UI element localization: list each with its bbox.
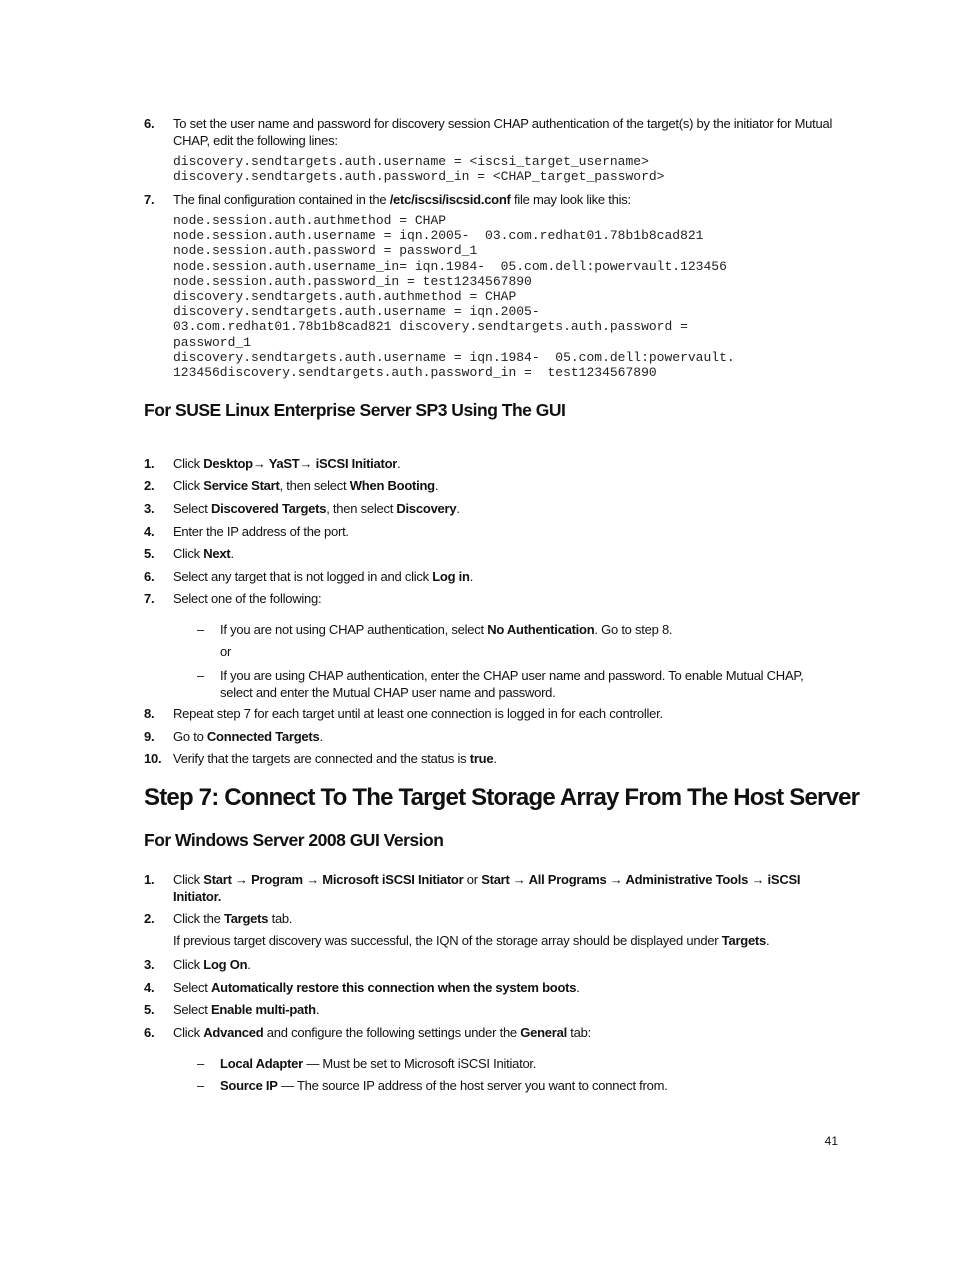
bold-term: No Authentication [487,622,595,637]
dash-bullet: – [197,1056,204,1071]
step-number: 7. [144,192,155,207]
dash-bullet: – [197,1078,204,1093]
text-run: . [319,729,323,744]
text-run: . [469,569,474,584]
step-text [173,191,835,208]
step-number: 7. [144,591,155,606]
step-text [173,500,835,517]
text-run: Click [173,546,204,561]
section-heading: For SUSE Linux Enterprise Server SP3 Using The GUI [144,400,566,420]
bold-term: Next [203,546,231,561]
bold-term: Automatically restore this connection when the system boots [211,980,577,995]
step-number: 6. [144,116,155,131]
step-number: 5. [144,1002,155,1017]
bold-term: true [469,751,494,766]
bold-term: Start → Program → Microsoft iSCSI Initiator [203,872,464,887]
text-run: Enter the IP address of the port. [173,524,349,539]
bold-term: Start → All Programs → Administrative Tools → iSCSI Initiator. [173,872,801,904]
bold-term: Advanced [203,1025,264,1040]
text-run: If you are using CHAP authentication, enter the CHAP user name and password. To enable Mutual CHAP, select and enter the Mutual CHAP user name and password. [220,668,804,700]
text-run: The final configuration contained in the [173,192,390,207]
step-number: 1. [144,872,155,887]
text-run: tab: [566,1025,591,1040]
text-run: Click [173,478,204,493]
step-number: 8. [144,706,155,721]
bold-term: Discovery [396,501,457,516]
bold-term: Targets [721,933,766,948]
step-number: 3. [144,957,155,972]
step-text [173,545,835,562]
setting-text [220,1077,832,1094]
text-run: . [397,456,401,471]
text-run: or [463,872,482,887]
text-run: Click [173,1025,204,1040]
code-block: discovery.sendtargets.auth.username = <iscsi_target_username> discovery.sendtargets.auth.password_in = <CHAP_target_password> [173,154,665,185]
text-run: , then select [326,501,397,516]
text-run: Click the [173,911,224,926]
text-run: . [493,751,497,766]
text-run: Select [173,1002,211,1017]
option-text [220,621,832,638]
step-text [173,979,835,996]
or-text: or [220,644,232,659]
text-run: Verify that the targets are connected and the status is [173,751,470,766]
step-text [173,750,835,767]
text-run: . [456,501,460,516]
bold-term: Connected Targets [206,729,320,744]
text-run: Click [173,957,204,972]
step-number: 3. [144,501,155,516]
chapter-heading: Step 7: Connect To The Target Storage Array From The Host Server [144,784,860,811]
step-number: 6. [144,1025,155,1040]
step-text [173,1024,835,1041]
step-number: 2. [144,911,155,926]
text-run: Repeat step 7 for each target until at least one connection is logged in for each controller. [173,706,663,721]
text-run: tab. [268,911,293,926]
text-run: — Must be set to Microsoft iSCSI Initiator. [302,1056,537,1071]
step-number: 6. [144,569,155,584]
code-block: node.session.auth.authmethod = CHAP node.session.auth.username = iqn.2005- 03.com.redhat01.78b1b8cad821 node.session.auth.password = password_1 node.session.auth.username_in= iqn.1984- 05.com.dell:powervault.123456 node.session.auth.password_in = test1234567890 discovery.sendtargets.auth.authmethod = CHAP discovery.sendtargets.auth.username = iqn.2005- 03.com.redhat01.78b1b8cad821 discovery.sendtargets.auth.password = password_1 discovery.sendtargets.auth.username = iqn.1984- 05.com.dell:powervault. 123456discovery.sendtargets.auth.password_in = test1234567890 [173,213,735,381]
bold-term: Log in [432,569,470,584]
text-run: Select any target that is not logged in and click [173,569,433,584]
step-number: 5. [144,546,155,561]
step-text [173,523,835,540]
text-run: . [576,980,580,995]
option-text [220,667,832,701]
bold-term: When Booting [349,478,435,493]
text-run: Select [173,501,211,516]
step-text [173,455,835,472]
text-run: . [766,933,770,948]
step-text [173,956,835,973]
bold-term: General [520,1025,567,1040]
text-run: , then select [279,478,350,493]
step-text [173,910,835,927]
dash-bullet: – [197,668,204,683]
step-text [173,115,835,149]
bold-term: Enable multi-path [211,1002,316,1017]
step-note [173,932,833,949]
text-run: . [230,546,234,561]
bold-term: Local Adapter [220,1056,303,1071]
step-text [173,728,835,745]
bold-term: Desktop→ YaST→ iSCSI Initiator [203,456,398,471]
step-text [173,477,835,494]
text-run: file may look like this: [510,192,631,207]
text-run: . [434,478,439,493]
step-number: 2. [144,478,155,493]
text-run: Click [173,872,204,887]
bold-term: Log On [203,957,248,972]
step-text [173,590,835,607]
bold-term: Targets [223,911,269,926]
step-text [173,705,835,722]
text-run: Select one of the following: [173,591,322,606]
step-text [173,1001,835,1018]
text-run: and configure the following settings under the [263,1025,521,1040]
bold-term: Source IP [220,1078,278,1093]
step-number: 10. [144,751,162,766]
text-run: . Go to step 8. [594,622,673,637]
step-text [173,568,835,585]
text-run: Click [173,456,204,471]
step-number: 4. [144,524,155,539]
text-run: — The source IP address of the host server you want to connect from. [277,1078,668,1093]
section-heading: For Windows Server 2008 GUI Version [144,830,444,850]
bold-term: Service Start [203,478,280,493]
text-run: Go to [173,729,207,744]
dash-bullet: – [197,622,204,637]
setting-text [220,1055,832,1072]
step-text [173,871,835,905]
bold-term: Discovered Targets [211,501,327,516]
text-run: Select [173,980,211,995]
bold-term: /etc/iscsi/iscsid.conf [389,192,511,207]
step-number: 4. [144,980,155,995]
text-run: To set the user name and password for discovery session CHAP authentication of the target(s) by the initiator for Mutual CHAP, edit the following lines: [173,116,833,148]
text-run: If previous target discovery was successful, the IQN of the storage array should be displayed under [173,933,722,948]
step-number: 1. [144,456,155,471]
page-number: 41 [824,1134,838,1148]
text-run: . [315,1002,320,1017]
step-number: 9. [144,729,155,744]
text-run: . [247,957,251,972]
text-run: If you are not using CHAP authentication, select [220,622,488,637]
